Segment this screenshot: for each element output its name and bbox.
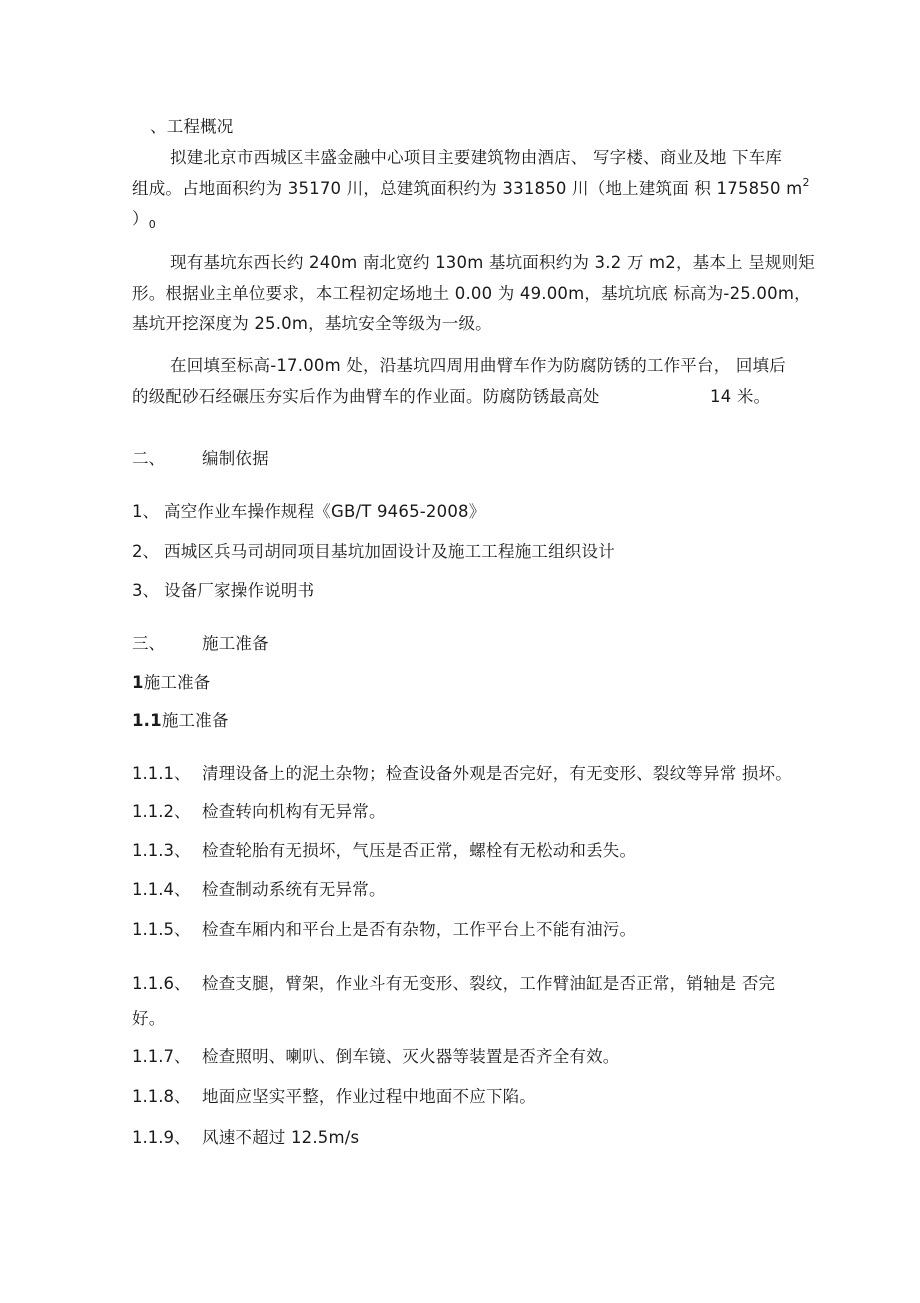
- subscript: 0: [148, 218, 156, 231]
- item-1-1-7-text: 检查照明、喇叭、倒车镜、灭火器等装置是否齐全有效。: [202, 1047, 620, 1066]
- item-1-1-8-number: 1.1.8、: [132, 1087, 191, 1106]
- section1-p1-line2: 组成。占地面积约为 35170 川，总建筑面积约为 331850 川（地上建筑面 积 175850 $m^2$: [132, 176, 810, 198]
- section1-p2-line2: 形。根据业主单位要求，本工程初定场地土 0.00 为 49.00m，基坑坑底 标高为-25.00m，: [132, 284, 811, 303]
- item-1-1-2-number: 1.1.2、: [132, 802, 191, 821]
- item-1-1-9-number: 1.1.9、: [132, 1128, 191, 1147]
- section1-heading: 、工程概况: [150, 117, 234, 136]
- item-1-1-8-text: 地面应坚实平整，作业过程中地面不应下陷。: [202, 1087, 536, 1106]
- section2-item2-number: 2、: [132, 542, 159, 561]
- item-1-1-5-number: 1.1.5、: [132, 920, 191, 939]
- item-1-1-6-text: 检查支腿，臂架，作业斗有无变形、裂纹，工作臂油缸是否正常，销轴是 否完: [202, 974, 776, 993]
- item-1-1-6-number: 1.1.6、: [132, 974, 191, 993]
- item-1-1-4-text: 检查制动系统有无异常。: [202, 880, 386, 899]
- superscript: 2: [802, 176, 810, 189]
- section1-p2-line3: 基坑开挖深度为 25.0m，基坑安全等级为一级。: [132, 314, 492, 333]
- item-1-1-2-text: 检查转向机构有无异常。: [202, 802, 386, 821]
- section1-p2-line1: 现有基坑东西长约 240m 南北宽约 130m 基坑面积约为 3.2 万 m2，基本上 呈规则矩: [170, 253, 816, 272]
- section2-number: 二、: [132, 449, 165, 468]
- section2-item3-number: 3、: [132, 581, 159, 600]
- item-1-1-3-text: 检查轮胎有无损坏，气压是否正常，螺栓有无松动和丢失。: [202, 841, 637, 860]
- item-1-1-5-text: 检查车厢内和平台上是否有杂物，工作平台上不能有油污。: [202, 920, 637, 939]
- section3-title: 施工准备: [202, 634, 269, 653]
- section2-item1-text: 高空作业车操作规程《GB/T 9465-2008》: [164, 502, 486, 521]
- section1-p3-line2-tail: 14 米。: [710, 387, 771, 406]
- section1-p1-line3: ）$_0$: [132, 209, 156, 231]
- item-1-1-7-number: 1.1.7、: [132, 1047, 191, 1066]
- section2-item1-number: 1、: [132, 502, 159, 521]
- section1-p1-line1: 拟建北京市西城区丰盛金融中心项目主要建筑物由酒店、 写字楼、商业及地 下车库: [170, 148, 783, 167]
- section2-item2-text: 西城区兵马司胡同项目基坑加固设计及施工工程施工组织设计: [164, 542, 615, 561]
- section1-p3-line1: 在回填至标高-17.00m 处，沿基坑四周用曲臂车作为防腐防锈的工作平台， 回填后: [170, 356, 786, 375]
- subsection-1-1-heading: 1.1施工准备: [132, 711, 229, 730]
- item-1-1-1-number: 1.1.1、: [132, 764, 191, 783]
- section2-item3-text: 设备厂家操作说明书: [164, 581, 315, 600]
- section3-number: 三、: [132, 634, 165, 653]
- item-1-1-6-continuation: 好。: [132, 1009, 166, 1028]
- item-1-1-1-text: 清理设备上的泥土杂物；检查设备外观是否完好，有无变形、裂纹等异常 损坏。: [202, 764, 792, 783]
- item-1-1-9-text: 风速不超过 12.5m/s: [202, 1128, 360, 1147]
- item-1-1-4-number: 1.1.4、: [132, 880, 191, 899]
- section2-title: 编制依据: [202, 449, 269, 468]
- subsection-1-heading: 1施工准备: [132, 673, 211, 692]
- item-1-1-3-number: 1.1.3、: [132, 841, 191, 860]
- section1-p3-line2: 的级配砂石经碾压夯实后作为曲臂车的作业面。防腐防锈最高处: [132, 387, 600, 406]
